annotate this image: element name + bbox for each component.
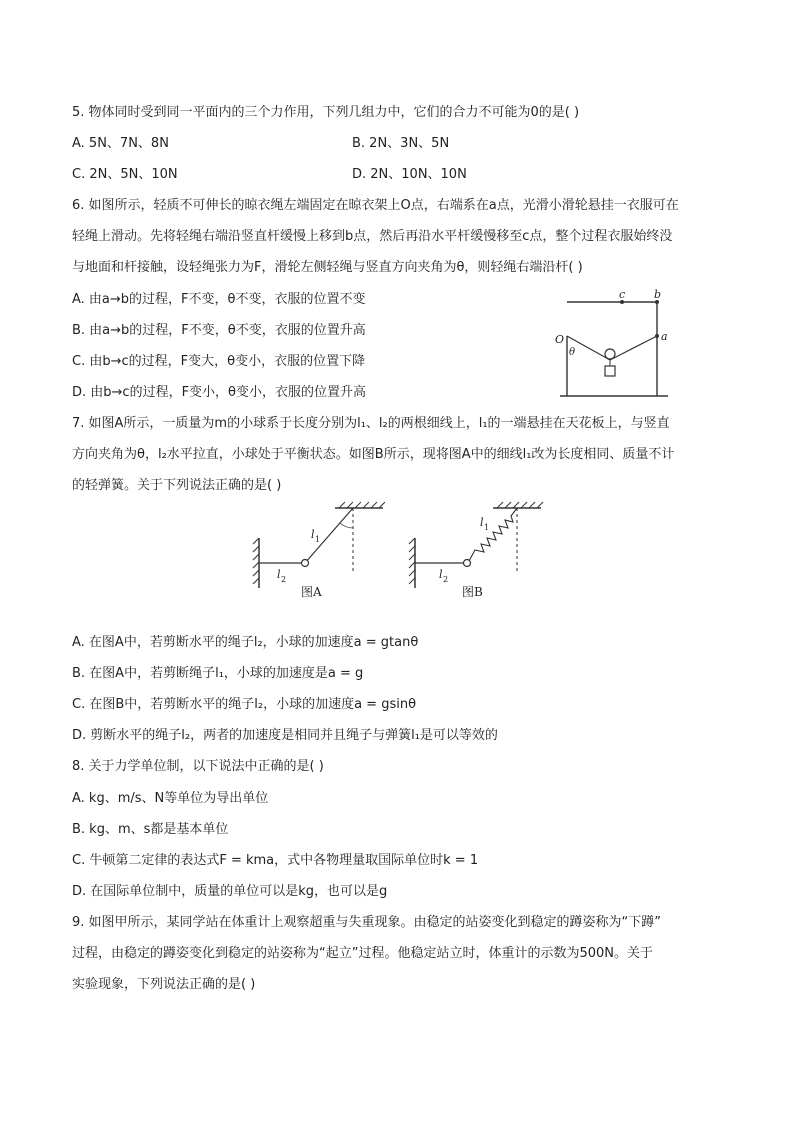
q6-option-a: A. 由a→b的过程，F不变，θ不变，衣服的位置不变 [72, 292, 366, 307]
label-theta: θ [569, 347, 576, 358]
q7-stem-line-2: 方向夹角为θ，l₂水平拉直，小球处于平衡状态。如图B所示，现将图A中的细线l₁改为长度相同、质量不计 [72, 447, 675, 462]
clothes-box [605, 366, 615, 376]
q6-stem-line-3: 与地面和杆接触，设轻绳张力为F，滑轮左侧轻绳与竖直方向夹角为θ，则轻绳右端沿杆( ) [72, 260, 583, 275]
label-o: O [555, 333, 565, 346]
q7-option-b: B. 在图A中，若剪断绳子l₁，小球的加速度是a = g [72, 666, 364, 681]
label-b: b [654, 288, 662, 301]
label-b-l2: l [439, 568, 443, 581]
q6-option-d: D. 由b→c的过程，F变小，θ变小，衣服的位置升高 [72, 385, 366, 400]
q5-option-a: A. 5N、7N、8N [72, 136, 169, 151]
label-a-l1-sub: 1 [315, 535, 321, 544]
q5-stem: 5. 物体同时受到同一平面内的三个力作用，下列几组力中，它们的合力不可能为0的是( ) [72, 105, 580, 120]
q6-stem-line-2: 轻绳上滑动。先将轻绳右端沿竖直杆缓慢上移到b点，然后再沿水平杆缓慢移至c点，整个过程衣服始终没 [72, 229, 673, 244]
q9-stem-line-3: 实验现象，下列说法正确的是( ) [72, 977, 256, 992]
spring [469, 508, 517, 561]
q9-stem-line-2: 过程，由稳定的蹲姿变化到稳定的站姿称为“起立”过程。他稳定站立时，体重计的示数为500N。关于 [72, 946, 654, 961]
q8-option-d: D. 在国际单位制中，质量的单位可以是kg，也可以是g [72, 884, 388, 899]
q7-stem-line-3: 的轻弹簧。关于下列说法正确的是( ) [72, 478, 282, 493]
label-a: a [661, 330, 668, 343]
label-fig-a: 图A [301, 585, 322, 599]
q6-figure [550, 288, 680, 400]
q6-option-c: C. 由b→c的过程，F变大，θ变小，衣服的位置下降 [72, 354, 366, 369]
point-a [655, 334, 659, 338]
label-b-l2-sub: 2 [443, 575, 449, 584]
q5-option-c: C. 2N、5N、10N [72, 167, 178, 182]
q8-option-c: C. 牛顿第二定律的表达式F = kma，式中各物理量取国际单位时k = 1 [72, 853, 479, 868]
q8-option-b: B. kg、m、s都是基本单位 [72, 822, 229, 837]
q8-option-a: A. kg、m/s、N等单位为导出单位 [72, 791, 269, 806]
figure-a [253, 502, 385, 599]
label-a-l2: l [277, 568, 281, 581]
pulley [605, 349, 615, 359]
q9-stem-line-1: 9. 如图甲所示，某同学站在体重计上观察超重与失重现象。由稳定的站姿变化到稳定的蹲姿称为“下蹲” [72, 915, 662, 930]
figure-b [409, 502, 543, 599]
label-c: c [619, 288, 626, 301]
q7-option-d: D. 剪断水平的绳子l₂，两者的加速度是相同并且绳子与弹簧l₁是可以等效的 [72, 728, 498, 743]
q5-option-b: B. 2N、3N、5N [352, 136, 450, 151]
q7-option-c: C. 在图B中，若剪断水平的绳子l₂，小球的加速度a = gsinθ [72, 697, 417, 712]
label-fig-b: 图B [462, 585, 483, 599]
q6-stem-line-1: 6. 如图所示，轻质不可伸长的晾衣绳左端固定在晾衣架上O点，右端系在a点，光滑小滑轮悬挂一衣服可在 [72, 198, 679, 213]
q5-option-d: D. 2N、10N、10N [352, 167, 467, 182]
label-b-l1-sub: 1 [484, 523, 490, 532]
q8-stem: 8. 关于力学单位制，以下说法中正确的是( ) [72, 759, 324, 774]
q7-option-a: A. 在图A中，若剪断水平的绳子l₂，小球的加速度a = gtanθ [72, 635, 419, 650]
label-a-l1: l [311, 528, 315, 541]
q7-stem-line-1: 7. 如图A所示，一质量为m的小球系于长度分别为l₁、l₂的两根细线上，l₁的一端悬挂在天花板上，与竖直 [72, 416, 670, 431]
q7-figures [245, 500, 550, 604]
q6-option-b: B. 由a→b的过程，F不变，θ不变，衣服的位置升高 [72, 323, 366, 338]
label-a-l2-sub: 2 [281, 575, 287, 584]
label-b-l1: l [480, 516, 484, 529]
